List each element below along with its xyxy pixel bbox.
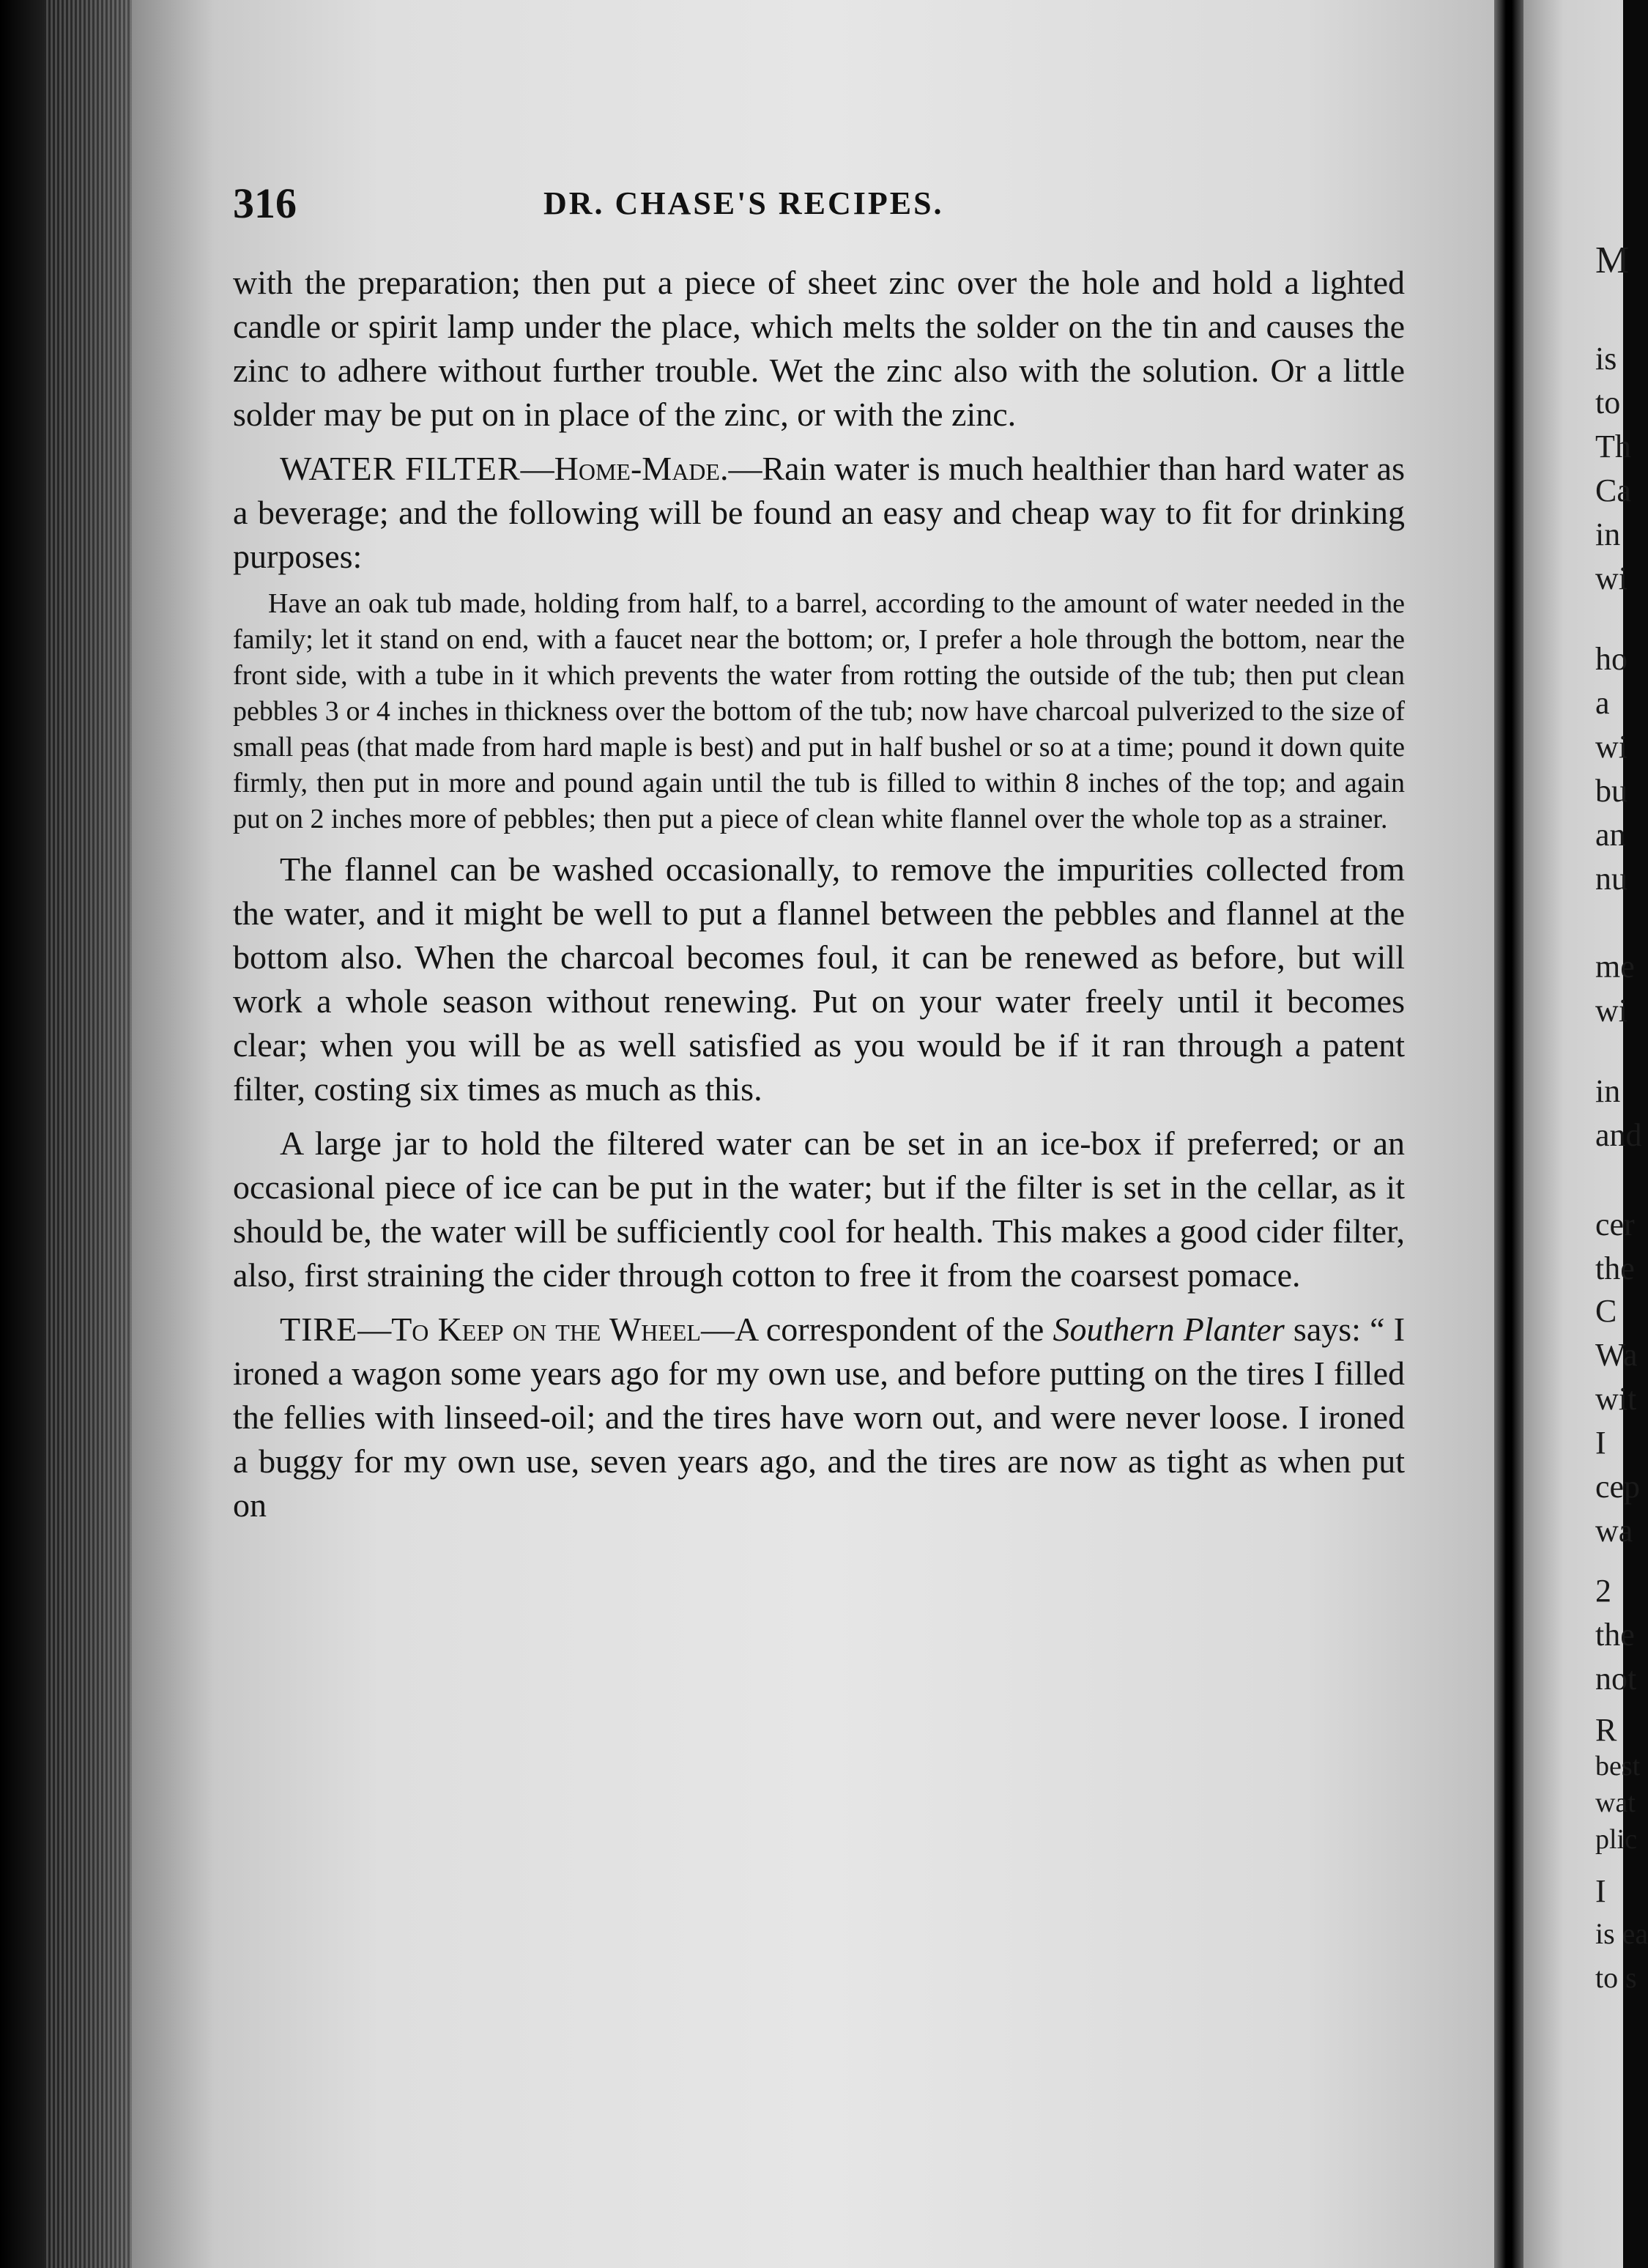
facing-fragment: plic (1595, 1824, 1637, 1855)
facing-fragment: the (1595, 1617, 1635, 1653)
facing-fragment: wi (1595, 993, 1627, 1029)
page-number: 316 (233, 179, 297, 227)
tire-intro-post: says: “ I ironed a wagon some years ago for my own use, and before putting on the tires I filled the fellies with linseed-oil; and the tires have worn out, and were never loose. I ironed a buggy for my own use, seven years ago, and the tires are now as tight as when put on (233, 1311, 1406, 1524)
facing-fragment: M (1595, 240, 1630, 281)
facing-fragment: wit (1595, 1381, 1637, 1417)
facing-fragment: 2 (1595, 1573, 1611, 1609)
facing-fragment: bu (1595, 773, 1627, 809)
facing-fragment: me (1595, 949, 1635, 985)
water-filter-paragraph-2: The flannel can be washed occasionally, to remove the impurities collected from the water, and it might be well to put a flannel between the pebbles and flannel at the bottom also. When the charcoal becomes foul, it can be renewed as before, but will work a whole season without renewing. Put on your water freely until it becomes clear; when you will be as well satisfied as you would be if it ran through a patent filter, costing six times as much as this. (233, 850, 1405, 1108)
facing-fragment: the (1595, 1250, 1635, 1286)
facing-fragment: in (1595, 516, 1621, 552)
facing-fragment: ho (1595, 641, 1627, 677)
water-filter-intro: WATER FILTER—Home-Made.—Rain water is much healthier than hard water as a beverage; and the following will be found an easy and cheap way to fit for drinking purposes: (233, 450, 1405, 575)
tire-subheading: To Keep on the Wheel (391, 1311, 701, 1348)
facing-fragment: wat (1595, 1787, 1636, 1818)
facing-fragment: C (1595, 1293, 1617, 1329)
facing-fragment: I (1595, 1873, 1606, 1909)
center-gutter (1494, 0, 1523, 2268)
facing-fragment: cep (1595, 1469, 1641, 1505)
page-edges (44, 0, 132, 2268)
facing-fragment: nu (1595, 861, 1627, 897)
water-filter-paragraph-3: A large jar to hold the filtered water can be set in an ice-box if preferred; or an occasional piece of ice can be put in the water; but if the filter is set in the cellar, as it should be, the water will be sufficiently cool for health. This makes a good cider filter, also, first straining the cider through cotton to free it from the coarsest pomace. (233, 1124, 1405, 1294)
publication-title: Southern Planter (1053, 1311, 1285, 1348)
tire-paragraph: TIRE—To Keep on the Wheel—A correspondent of the Southern Planter says: “ I ironed a wagon some years ago for my own use, and before putting on the tires I filled the fellies with linseed-oil; and the tires have worn out, and were never loose. I ironed a buggy for my own use, seven years ago, and the tires are now as tight as when put on (233, 1311, 1406, 1524)
water-filter-subheading: Home-Made. (554, 450, 729, 487)
facing-page (1523, 0, 1648, 2268)
facing-fragment: wi (1595, 729, 1627, 765)
facing-fragment: wi (1595, 560, 1627, 596)
facing-fragment: Wa (1595, 1337, 1638, 1373)
tire-heading: TIRE (280, 1311, 358, 1348)
facing-fragment: R (1595, 1712, 1617, 1748)
running-head: DR. CHASE'S RECIPES. (543, 185, 944, 221)
continuation-paragraph: with the preparation; then put a piece of sheet zinc over the hole and hold a lighted candle or spirit lamp under the place, which melts the solder on the tin and causes the zinc to adhere without further trouble. Wet the zinc also with the solution. Or a little solder may be put on in place of the zinc, or with the zinc. (233, 264, 1405, 433)
facing-fragment: best (1595, 1751, 1641, 1782)
facing-fragment: wa (1595, 1513, 1633, 1549)
water-filter-heading: WATER FILTER (280, 450, 521, 487)
facing-fragment: I (1595, 1425, 1606, 1461)
facing-fragment: is ea (1595, 1917, 1648, 1950)
facing-fragment: not (1595, 1661, 1637, 1697)
facing-fragment: Th (1595, 429, 1631, 464)
facing-fragment: Ca (1595, 472, 1631, 508)
page-body (233, 261, 1405, 1527)
facing-fragment: to s (1595, 1961, 1637, 1994)
page-header (233, 179, 1405, 230)
facing-fragment: and (1595, 1117, 1642, 1153)
tire-intro-pre: A correspondent of the (734, 1311, 1044, 1348)
facing-fragment: cer (1595, 1207, 1635, 1242)
water-filter-instructions: Have an oak tub made, holding from half, to a barrel, according to the amount of water needed in the family; let it stand on end, with a faucet near the bottom; or, I prefer a hole through the bottom, near the front side, with a tube in it which prevents the water from rotting the outside of the tub; then put clean pebbles 3 or 4 inches in thickness over the bottom of the tub; now have charcoal pulverized to the size of small peas (that made from hard maple is best) and put in half bushel or so at a time; pound it down quite firmly, then put in more and pound again until the tub is filled to within 8 inches of the top; and again put on 2 inches more of pebbles; then put a piece of clean white flannel over the whole top as a strainer. (233, 588, 1405, 834)
facing-fragment: an (1595, 817, 1626, 853)
facing-fragment: a (1595, 685, 1610, 721)
facing-fragment: is (1595, 341, 1617, 377)
water-filter-intro-text: Rain water is much healthier than hard water as a beverage; and the following will be found an easy and cheap way to fit for drinking purposes: (233, 450, 1405, 575)
facing-fragment: to (1595, 385, 1621, 420)
facing-fragment: in (1595, 1073, 1621, 1109)
